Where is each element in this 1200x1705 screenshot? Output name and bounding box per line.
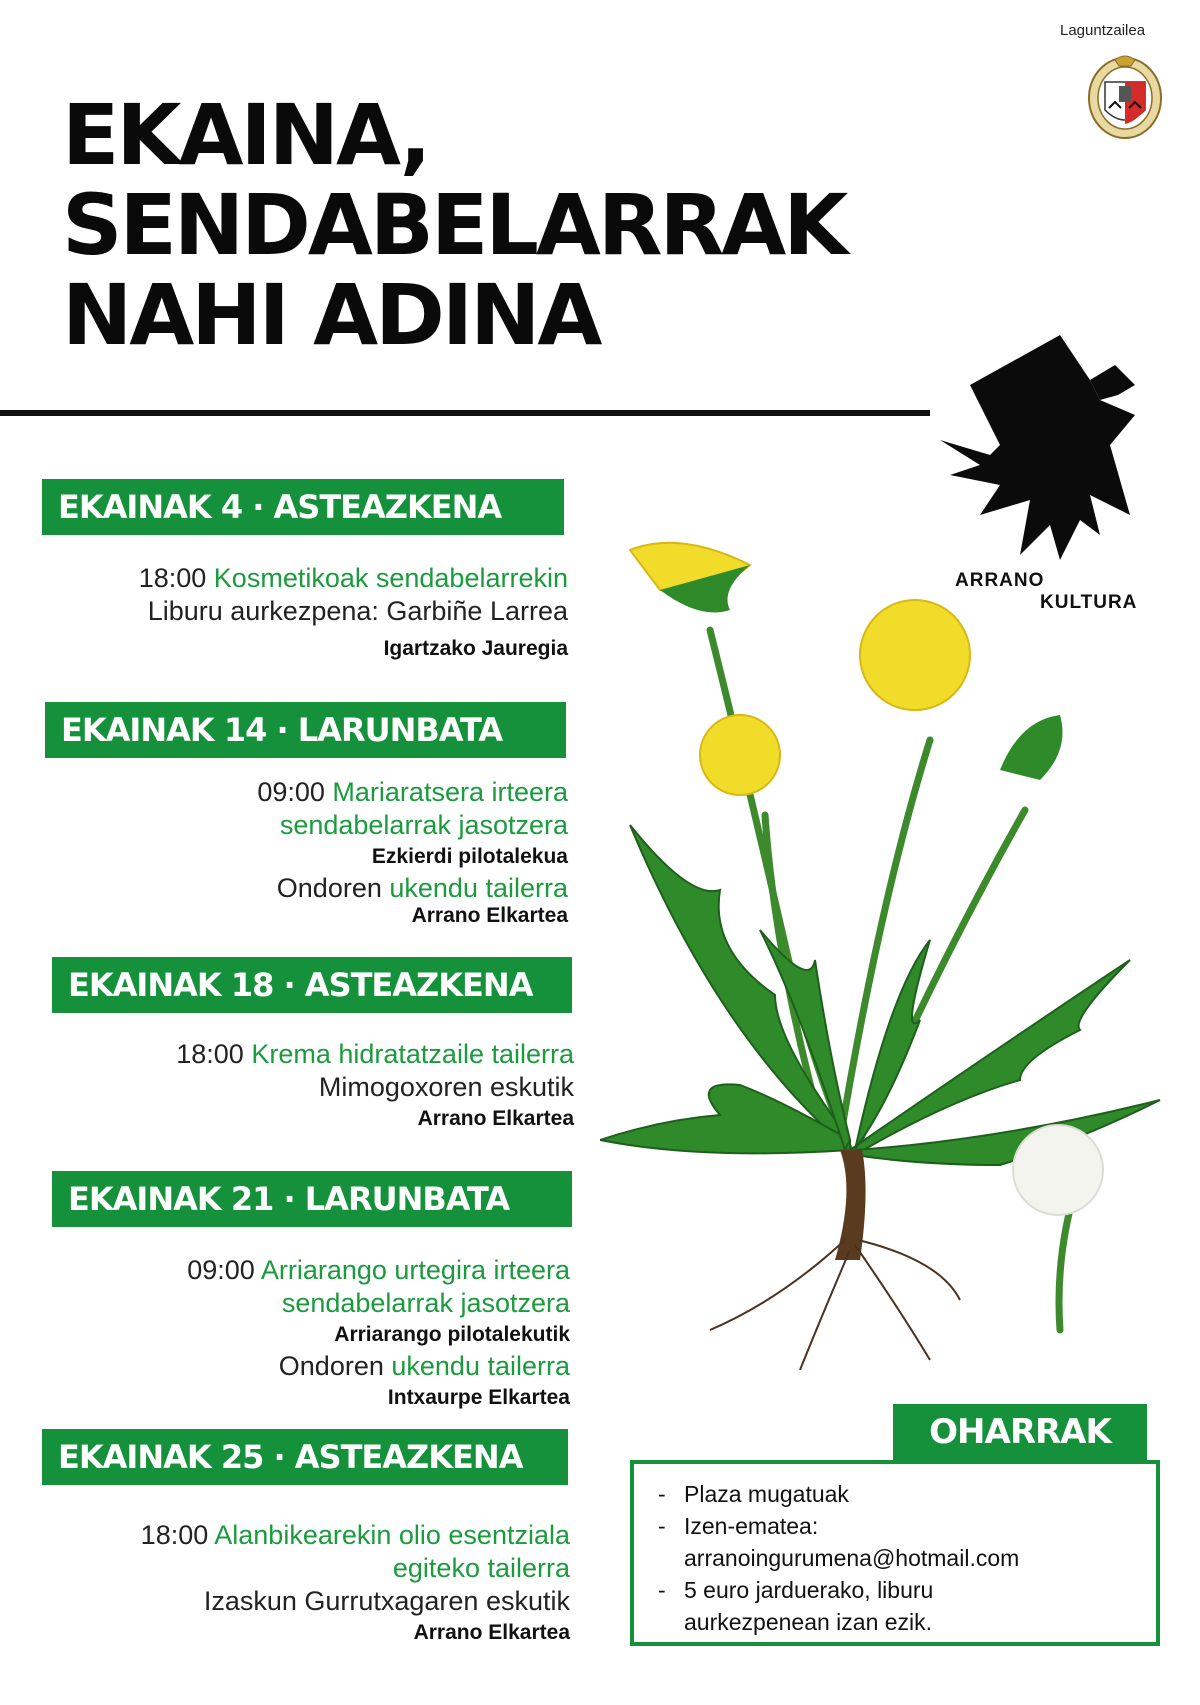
event-2-activity-2: sendabelarrak jasotzera bbox=[279, 810, 568, 840]
event-2-place: Ezkierdi pilotalekua bbox=[371, 845, 568, 868]
event-4-then-activity: ukendu tailerra bbox=[391, 1351, 570, 1381]
event-5-line bbox=[141, 1519, 570, 1552]
event-4-line bbox=[187, 1254, 570, 1287]
date-header-5: EKAINAK 25 · ASTEAZKENA bbox=[42, 1429, 568, 1485]
event-5-time: 18:00 bbox=[140, 1520, 209, 1550]
event-2 bbox=[257, 776, 568, 927]
event-4-then bbox=[187, 1350, 570, 1383]
note-item-1: - Plaza mugatuak bbox=[656, 1478, 1140, 1510]
dandelion-plant-illustration bbox=[600, 540, 1180, 1370]
brand-name-2: KULTURA bbox=[1040, 592, 1138, 613]
event-2-then-prefix: Ondoren bbox=[276, 873, 382, 903]
event-4-activity-2: sendabelarrak jasotzera bbox=[281, 1288, 570, 1318]
date-header-1: EKAINAK 4 · ASTEAZKENA bbox=[42, 479, 564, 535]
date-header-4: EKAINAK 21 · LARUNBATA bbox=[52, 1171, 572, 1227]
event-4-activity-1: Arriarango urtegira irteera bbox=[260, 1255, 570, 1285]
event-4-time: 09:00 bbox=[187, 1255, 255, 1285]
note-email-link[interactable]: arranoingurumena@hotmail.com bbox=[684, 1545, 1020, 1571]
event-4-place: Arriarango pilotalekutik bbox=[334, 1323, 570, 1346]
event-4-then-prefix: Ondoren bbox=[278, 1351, 384, 1381]
event-2-then-activity: ukendu tailerra bbox=[389, 873, 568, 903]
note-item-3-line-2: aurkezpenean izan ezik. bbox=[684, 1609, 933, 1635]
notes-box bbox=[630, 1460, 1160, 1646]
eagle-icon bbox=[940, 325, 1140, 565]
title-line-1: EKAINA, bbox=[62, 86, 429, 184]
event-3-detail: Mimogoxoren eskutik bbox=[318, 1072, 574, 1102]
event-3-activity: Krema hidratatzaile tailerra bbox=[251, 1039, 574, 1069]
event-5 bbox=[141, 1519, 570, 1648]
event-5-detail: Izaskun Gurrutxagaren eskutik bbox=[203, 1586, 570, 1616]
title-line-2: SENDABELARRAK bbox=[62, 176, 846, 274]
event-1-place: Igartzako Jauregia bbox=[383, 637, 568, 660]
event-3-line bbox=[176, 1038, 574, 1071]
note-item-3 bbox=[656, 1574, 1140, 1638]
event-1-line bbox=[139, 562, 568, 595]
event-2-time: 09:00 bbox=[257, 777, 325, 807]
event-1 bbox=[139, 562, 568, 664]
event-3-time: 18:00 bbox=[176, 1039, 244, 1069]
crest-icon bbox=[1085, 52, 1165, 140]
event-3-place: Arrano Elkartea bbox=[417, 1107, 574, 1130]
date-header-3: EKAINAK 18 · ASTEAZKENA bbox=[52, 957, 572, 1013]
event-1-activity: Kosmetikoak sendabelarrekin bbox=[213, 563, 568, 593]
event-2-then-place: Arrano Elkartea bbox=[411, 904, 568, 927]
event-5-activity-1: Alanbikearekin olio esentziala bbox=[214, 1520, 570, 1550]
event-4-then-place: Intxaurpe Elkartea bbox=[387, 1386, 570, 1409]
brand-name-1: ARRANO bbox=[955, 570, 1045, 591]
event-5-activity-2: egiteko tailerra bbox=[392, 1553, 570, 1583]
event-2-activity-1: Mariaratsera irteera bbox=[332, 777, 568, 807]
title-divider bbox=[0, 410, 930, 416]
date-header-2: EKAINAK 14 · LARUNBATA bbox=[45, 702, 566, 758]
notes-heading: OHARRAK bbox=[893, 1404, 1147, 1460]
note-item-2 bbox=[656, 1510, 1140, 1574]
note-item-2-line-1: Izen-ematea: bbox=[684, 1513, 819, 1539]
event-3 bbox=[176, 1038, 574, 1134]
event-2-line bbox=[257, 776, 568, 809]
event-1-time: 18:00 bbox=[138, 563, 207, 593]
sponsor-label: Laguntzailea bbox=[1060, 22, 1146, 39]
note-item-3-line-1: 5 euro jarduerako, liburu bbox=[684, 1577, 934, 1603]
event-1-detail: Liburu aurkezpena: Garbiñe Larrea bbox=[147, 596, 568, 626]
page-title bbox=[62, 86, 846, 364]
event-4 bbox=[187, 1254, 570, 1413]
event-5-place: Arrano Elkartea bbox=[413, 1621, 570, 1644]
title-line-3: NAHI ADINA bbox=[62, 266, 600, 364]
event-2-then bbox=[257, 872, 568, 905]
